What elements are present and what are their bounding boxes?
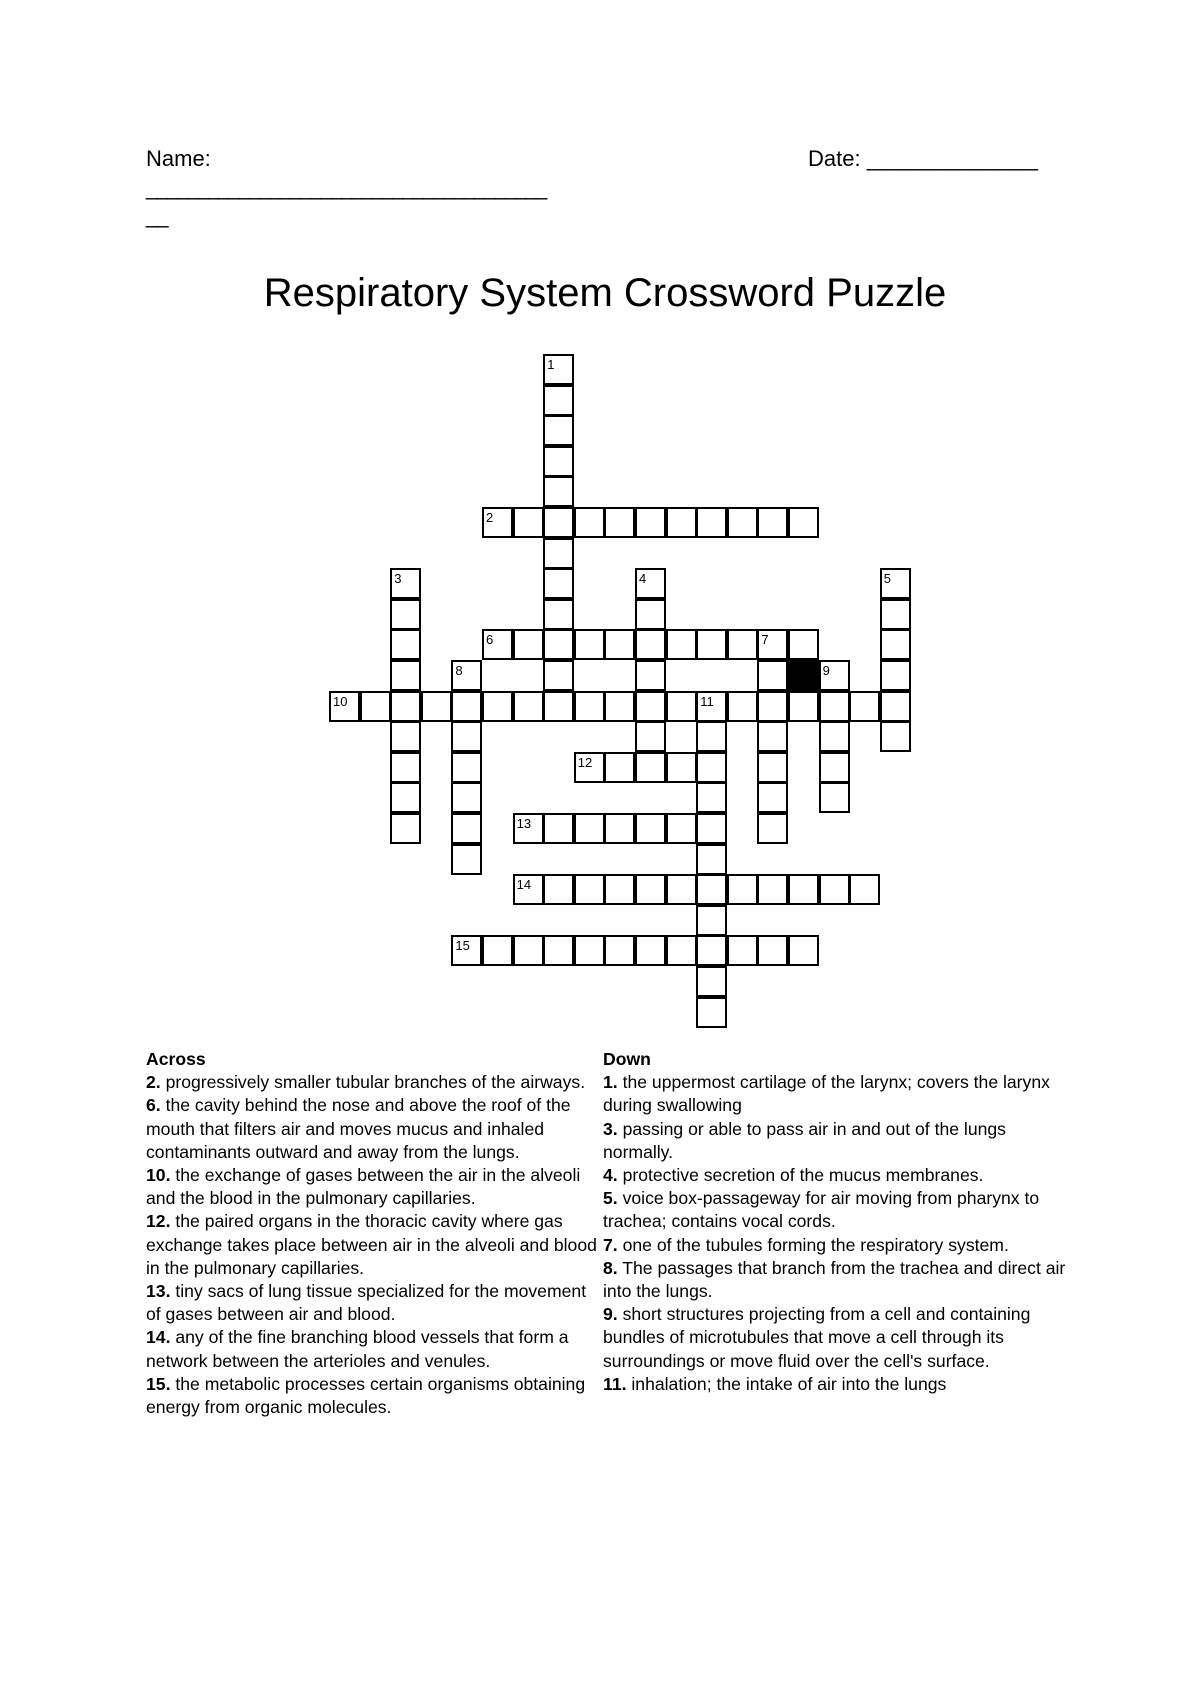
grid-cell[interactable] bbox=[666, 507, 697, 538]
grid-cell[interactable] bbox=[788, 874, 819, 905]
clue-number: 2. bbox=[146, 1072, 161, 1093]
grid-cell[interactable] bbox=[757, 752, 788, 783]
clue-text: inhalation; the intake of air into the lungs bbox=[626, 1373, 947, 1394]
clue-number: 11. bbox=[603, 1373, 627, 1394]
grid-cell[interactable] bbox=[543, 538, 574, 569]
grid-cell[interactable] bbox=[696, 966, 727, 997]
cell-number: 4 bbox=[639, 571, 647, 587]
grid-cell[interactable] bbox=[880, 660, 911, 691]
grid-cell[interactable] bbox=[849, 691, 880, 722]
grid-cell[interactable] bbox=[788, 507, 819, 538]
grid-cell[interactable] bbox=[757, 660, 788, 691]
grid-cell[interactable] bbox=[819, 721, 850, 752]
grid-cell[interactable] bbox=[451, 721, 482, 752]
down-clue bbox=[603, 1118, 1068, 1164]
grid-cell[interactable] bbox=[482, 507, 513, 538]
down-clue bbox=[603, 1257, 1068, 1303]
clue-number: 14. bbox=[146, 1327, 171, 1348]
clue-number: 4. bbox=[603, 1165, 618, 1186]
grid-cell[interactable] bbox=[482, 935, 513, 966]
grid-cell[interactable] bbox=[727, 507, 758, 538]
grid-cell[interactable] bbox=[513, 935, 544, 966]
clue-text: protective secretion of the mucus membranes. bbox=[617, 1165, 984, 1186]
cell-number: 1 bbox=[547, 357, 555, 372]
across-clue bbox=[146, 1373, 601, 1419]
cell-number: 12 bbox=[577, 754, 593, 770]
grid-cell[interactable] bbox=[696, 752, 727, 783]
grid-cell[interactable] bbox=[482, 629, 513, 660]
down-clue bbox=[603, 1164, 1068, 1187]
grid-cell[interactable] bbox=[696, 997, 727, 1028]
cell-number: 14 bbox=[516, 877, 532, 893]
cell-number: 9 bbox=[822, 663, 830, 678]
clue-text: tiny sacs of lung tissue specialized for the movement of gases between air and blood. bbox=[146, 1281, 587, 1325]
grid-cell[interactable] bbox=[513, 874, 544, 905]
grid-cell[interactable] bbox=[543, 599, 574, 630]
clue-text: short structures projecting from a cell and containing bundles of microtubules that move a cell through its surroundings or move fluid over the cell's surface. bbox=[603, 1304, 1031, 1371]
grid-cell[interactable] bbox=[696, 905, 727, 936]
clue-number: 9. bbox=[603, 1304, 618, 1325]
grid-cell[interactable] bbox=[513, 507, 544, 538]
clue-text: any of the fine branching blood vessels that form a network between the arterioles and venules. bbox=[146, 1327, 569, 1371]
grid-cell[interactable] bbox=[880, 568, 911, 599]
grid-cell[interactable] bbox=[696, 507, 727, 538]
down-clue bbox=[603, 1373, 1068, 1396]
grid-cell[interactable] bbox=[757, 935, 788, 966]
grid-cell[interactable] bbox=[390, 691, 421, 722]
grid-cell[interactable] bbox=[574, 813, 605, 844]
grid-cell[interactable] bbox=[543, 507, 574, 538]
grid-cell[interactable] bbox=[666, 752, 697, 783]
grid-cell[interactable] bbox=[543, 813, 574, 844]
clue-number: 10. bbox=[146, 1165, 171, 1186]
across-clue bbox=[146, 1164, 601, 1210]
grid-cell[interactable] bbox=[635, 721, 666, 752]
grid-cell[interactable] bbox=[635, 507, 666, 538]
grid-cell[interactable] bbox=[543, 385, 574, 416]
grid-cell[interactable] bbox=[543, 568, 574, 599]
puzzle-title: Respiratory System Crossword Puzzle bbox=[263, 271, 947, 315]
grid-cell[interactable] bbox=[757, 782, 788, 813]
down-clue bbox=[603, 1234, 1068, 1257]
grid-cell[interactable] bbox=[360, 691, 391, 722]
down-clue bbox=[603, 1187, 1068, 1233]
grid-cell[interactable] bbox=[635, 629, 666, 660]
grid-cell[interactable] bbox=[696, 844, 727, 875]
grid-cell[interactable] bbox=[513, 691, 544, 722]
black-cell bbox=[788, 660, 819, 691]
grid-cell[interactable] bbox=[574, 691, 605, 722]
name-label: Name: bbox=[146, 146, 211, 171]
grid-cell[interactable] bbox=[604, 752, 635, 783]
grid-cell[interactable] bbox=[788, 629, 819, 660]
grid-cell[interactable] bbox=[390, 813, 421, 844]
clue-text: The passages that branch from the trachea and direct air into the lungs. bbox=[603, 1257, 1066, 1302]
grid-cell[interactable] bbox=[666, 629, 697, 660]
clue-text: the paired organs in the thoracic cavity where gas exchange takes place between air in the alveoli and blood in the pulmonary capillaries. bbox=[146, 1211, 597, 1278]
grid-cell[interactable] bbox=[666, 935, 697, 966]
grid-cell[interactable] bbox=[819, 691, 850, 722]
grid-cell[interactable] bbox=[696, 935, 727, 966]
grid-cell[interactable] bbox=[390, 721, 421, 752]
grid-cell[interactable] bbox=[635, 660, 666, 691]
name-line-tail: __ bbox=[146, 203, 167, 228]
grid-cell[interactable] bbox=[666, 691, 697, 722]
grid-cell[interactable] bbox=[451, 752, 482, 783]
grid-cell[interactable] bbox=[604, 874, 635, 905]
clue-number: 15. bbox=[146, 1373, 171, 1394]
down-clue bbox=[603, 1303, 1068, 1373]
grid-cell[interactable] bbox=[451, 660, 482, 691]
clue-text: the exchange of gases between the air in the alveoli and the blood in the pulmonary capillaries. bbox=[146, 1165, 581, 1209]
clue-number: 7. bbox=[603, 1234, 618, 1255]
clue-number: 13. bbox=[146, 1281, 171, 1302]
grid-cell[interactable] bbox=[757, 874, 788, 905]
grid-cell[interactable] bbox=[574, 629, 605, 660]
grid-cell[interactable] bbox=[696, 874, 727, 905]
grid-cell[interactable] bbox=[757, 507, 788, 538]
grid-cell[interactable] bbox=[543, 354, 574, 385]
cell-number: 15 bbox=[455, 938, 470, 954]
clue-text: the uppermost cartilage of the larynx; covers the larynx during swallowing bbox=[603, 1072, 1050, 1116]
cell-number: 11 bbox=[700, 693, 714, 709]
grid-cell[interactable] bbox=[390, 660, 421, 691]
grid-cell[interactable] bbox=[757, 629, 788, 660]
name-field[interactable] bbox=[146, 144, 545, 230]
grid-cell[interactable] bbox=[666, 874, 697, 905]
clue-text: voice box-passageway for air moving from pharynx to trachea; contains vocal cords. bbox=[603, 1188, 1040, 1232]
clue-number: 12. bbox=[146, 1211, 171, 1232]
grid-cell[interactable] bbox=[635, 813, 666, 844]
clue-number: 3. bbox=[603, 1118, 618, 1139]
grid-cell[interactable] bbox=[727, 935, 758, 966]
grid-cell[interactable] bbox=[666, 813, 697, 844]
across-clue bbox=[146, 1094, 601, 1164]
grid-cell[interactable] bbox=[451, 782, 482, 813]
grid-cell[interactable] bbox=[574, 752, 605, 783]
grid-cell[interactable] bbox=[819, 874, 850, 905]
cell-number: 7 bbox=[761, 632, 769, 648]
grid-cell[interactable] bbox=[635, 568, 666, 599]
grid-cell[interactable] bbox=[727, 874, 758, 905]
grid-cell[interactable] bbox=[451, 935, 482, 966]
grid-cell[interactable] bbox=[543, 446, 574, 477]
grid-cell[interactable] bbox=[635, 599, 666, 630]
grid-cell[interactable] bbox=[849, 874, 880, 905]
clue-text: the metabolic processes certain organisms obtaining energy from organic molecules. bbox=[146, 1373, 586, 1418]
grid-cell[interactable] bbox=[604, 813, 635, 844]
grid-cell[interactable] bbox=[482, 691, 513, 722]
clue-number: 6. bbox=[146, 1095, 161, 1116]
grid-cell[interactable] bbox=[696, 629, 727, 660]
grid-cell[interactable] bbox=[727, 629, 758, 660]
grid-cell[interactable] bbox=[757, 813, 788, 844]
grid-cell[interactable] bbox=[329, 691, 360, 722]
grid-cell[interactable] bbox=[513, 813, 544, 844]
grid-cell[interactable] bbox=[574, 507, 605, 538]
across-clue bbox=[146, 1280, 601, 1326]
date-field[interactable]: Date: ______________ bbox=[808, 146, 1038, 171]
grid-cell[interactable] bbox=[543, 660, 574, 691]
down-clues bbox=[603, 1048, 1068, 1396]
grid-cell[interactable] bbox=[696, 721, 727, 752]
grid-cell[interactable] bbox=[757, 691, 788, 722]
grid-cell[interactable] bbox=[513, 629, 544, 660]
cell-number: 8 bbox=[455, 663, 463, 678]
grid-cell[interactable] bbox=[543, 415, 574, 446]
down-clue bbox=[603, 1071, 1068, 1117]
grid-cell[interactable] bbox=[390, 599, 421, 630]
clue-number: 1. bbox=[603, 1072, 618, 1093]
grid-cell[interactable] bbox=[451, 844, 482, 875]
grid-cell[interactable] bbox=[604, 507, 635, 538]
grid-cell[interactable] bbox=[604, 629, 635, 660]
across-heading: Across bbox=[146, 1049, 206, 1069]
grid-cell[interactable] bbox=[727, 691, 758, 722]
cell-number: 2 bbox=[486, 510, 494, 525]
grid-cell[interactable] bbox=[543, 691, 574, 722]
grid-cell[interactable] bbox=[543, 629, 574, 660]
cell-number: 10 bbox=[333, 693, 348, 709]
cell-number: 3 bbox=[394, 571, 402, 587]
clue-text: progressively smaller tubular branches of the airways. bbox=[160, 1072, 586, 1093]
grid-cell[interactable] bbox=[451, 691, 482, 722]
grid-cell[interactable] bbox=[390, 752, 421, 783]
grid-cell[interactable] bbox=[819, 752, 850, 783]
grid-cell[interactable] bbox=[543, 476, 574, 507]
across-clue bbox=[146, 1071, 601, 1094]
grid-cell[interactable] bbox=[390, 568, 421, 599]
grid-cell[interactable] bbox=[819, 660, 850, 691]
grid-cell[interactable] bbox=[788, 935, 819, 966]
cell-number: 6 bbox=[486, 632, 494, 648]
clue-text: the cavity behind the nose and above the roof of the mouth that filters air and moves mucus and inhaled contaminants outward and away from the lungs. bbox=[146, 1095, 571, 1162]
grid-cell[interactable] bbox=[604, 691, 635, 722]
grid-cell[interactable] bbox=[451, 813, 482, 844]
grid-cell[interactable] bbox=[696, 691, 727, 722]
grid-cell[interactable] bbox=[574, 935, 605, 966]
grid-cell[interactable] bbox=[696, 782, 727, 813]
across-clues bbox=[146, 1048, 601, 1419]
clue-number: 5. bbox=[603, 1188, 618, 1209]
grid-cell[interactable] bbox=[696, 813, 727, 844]
grid-cell[interactable] bbox=[604, 935, 635, 966]
grid-cell[interactable] bbox=[880, 629, 911, 660]
grid-cell[interactable] bbox=[757, 721, 788, 752]
grid-cell[interactable] bbox=[390, 629, 421, 660]
across-clue bbox=[146, 1210, 601, 1280]
cell-number: 13 bbox=[516, 816, 532, 831]
grid-cell[interactable] bbox=[543, 874, 574, 905]
grid-cell[interactable] bbox=[788, 691, 819, 722]
grid-cell[interactable] bbox=[574, 874, 605, 905]
grid-cell[interactable] bbox=[635, 874, 666, 905]
grid-cell[interactable] bbox=[880, 599, 911, 630]
clue-text: one of the tubules forming the respiratory system. bbox=[617, 1234, 1009, 1255]
cell-number: 5 bbox=[883, 571, 892, 587]
down-heading: Down bbox=[603, 1049, 651, 1069]
grid-cell[interactable] bbox=[543, 935, 574, 966]
grid-cell[interactable] bbox=[635, 935, 666, 966]
grid-cell[interactable] bbox=[421, 691, 452, 722]
clue-number: 8. bbox=[603, 1257, 618, 1278]
grid-cell[interactable] bbox=[880, 691, 911, 722]
grid-cell[interactable] bbox=[635, 752, 666, 783]
across-clue bbox=[146, 1326, 601, 1372]
name-line: _______________________________________ bbox=[146, 175, 546, 200]
grid-cell[interactable] bbox=[819, 782, 850, 813]
grid-cell[interactable] bbox=[390, 782, 421, 813]
grid-cell[interactable] bbox=[635, 691, 666, 722]
grid-cell[interactable] bbox=[880, 721, 911, 752]
clue-text: passing or able to pass air in and out of the lungs normally. bbox=[603, 1118, 1006, 1162]
